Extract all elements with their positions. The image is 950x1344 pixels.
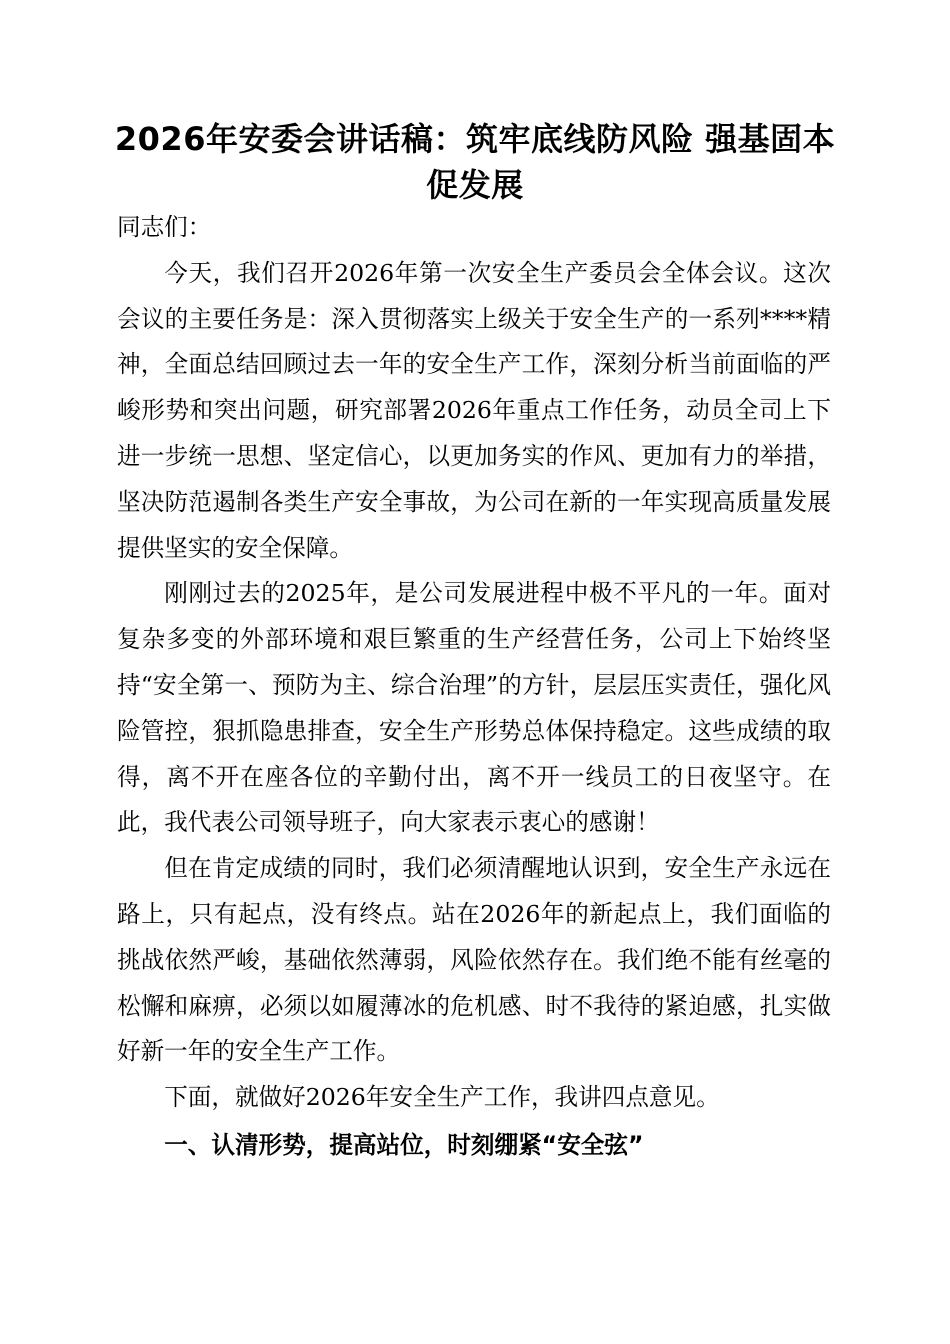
salutation: 同志们： (117, 213, 212, 241)
paragraph-challenges: 但在肯定成绩的同时，我们必须清醒地认识到，安全生产永远在路上，只有起点，没有终点。站在2026年的新起点上，我们面临的挑战依然严峻，基础依然薄弱，风险依然存在。我们绝不能有丝毫的松懈和麻痹，必须以如履薄冰的危机感、时不我待的紧迫感，扎实做好新一年的安全生产工作。 (117, 854, 831, 1066)
document-body (117, 205, 831, 1169)
document-title: 2026年安委会讲话稿：筑牢底线防风险 强基固本促发展 (114, 120, 836, 204)
section-heading: 一、认清形势，提高站位，时刻绷紧“安全弦” (164, 1130, 644, 1159)
paragraph-transition: 下面，就做好2026年安全生产工作，我讲四点意见。 (164, 1083, 720, 1112)
paragraph-review: 刚刚过去的2025年，是公司发展进程中极不平凡的一年。面对复杂多变的外部环境和艰巨繁重的生产经营任务，公司上下始终坚持“安全第一、预防为主、综合治理”的方针，层层压实责任，强化风险管控，狠抓隐患排查，安全生产形势总体保持稳定。这些成绩的取得，离不开在座各位的辛勤付出，离不开一线员工的日夜坚守。在此，我代表公司领导班子，向大家表示衷心的感谢！ (117, 579, 831, 837)
paragraph-opening: 今天，我们召开2026年第一次安全生产委员会全体会议。这次会议的主要任务是：深入贯彻落实上级关于安全生产的一系列****精神，全面总结回顾过去一年的安全生产工作，深刻分析当前面临的严峻形势和突出问题，研究部署2026年重点工作任务，动员全司上下进一步统一思想、坚定信心，以更加务实的作风、更加有力的举措，坚决防范遏制各类生产安全事故，为公司在新的一年实现高质量发展提供坚实的安全保障。 (117, 258, 831, 562)
